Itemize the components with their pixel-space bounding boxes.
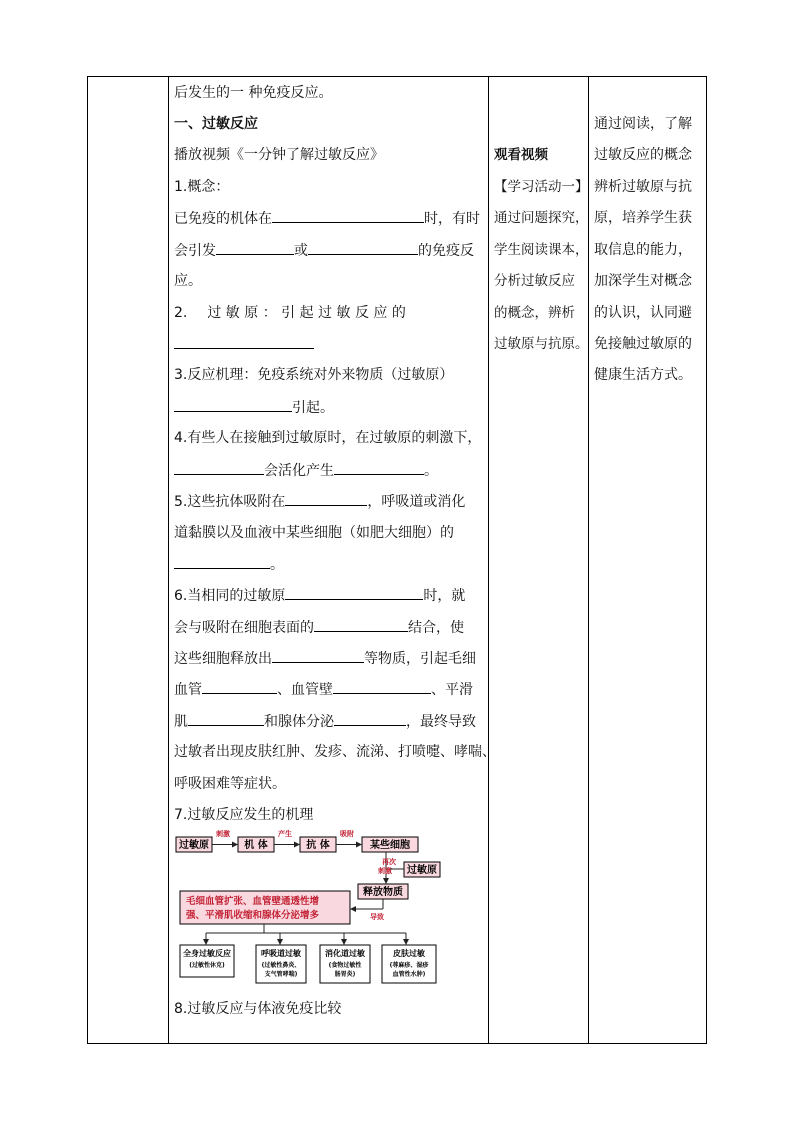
intent-line: 取信息的能力， <box>594 242 692 258</box>
body-label: 机 体 <box>244 840 268 851</box>
again-stimulate-label: 刺激 <box>378 867 392 875</box>
intent-line: 的认识，认同避 <box>594 305 692 321</box>
fill-blank-line: 已免疫的机体在 时，有时 <box>174 208 480 229</box>
section-heading: 一、过敏反应 <box>174 116 258 132</box>
digestive-allergy-label: 消化道过敏 <box>325 949 365 958</box>
content-line: 7.过敏反应发生的机理 <box>174 807 314 823</box>
fill-blank-line: 会引发 或 的免疫反 <box>174 240 474 261</box>
content-line: 道黏膜以及血液中某些细胞（如肥大细胞）的 <box>174 525 454 541</box>
fill-blank-line <box>174 334 314 355</box>
fill-blank-line: 肌 和腺体分泌 ，最终导致 <box>174 711 476 732</box>
antibody-label: 抗 体 <box>306 840 330 851</box>
blank[interactable] <box>174 554 270 569</box>
content-line: 过敏者出现皮肤红肿、发疹、流涕、打喷嚏、哮喘、 <box>174 744 496 760</box>
blank[interactable] <box>174 460 264 475</box>
blank[interactable] <box>174 334 314 349</box>
content-line: 4.有些人在接触到过敏原时，在过敏原的刺激下， <box>174 430 482 446</box>
blank[interactable] <box>272 208 424 223</box>
digestive-allergy-sub: 肠胃炎) <box>334 971 356 978</box>
activity-line: 过敏原与抗原。 <box>494 336 589 352</box>
fill-blank-line: 6.当相同的过敏原 时，就 <box>174 585 465 606</box>
blank[interactable] <box>285 491 367 506</box>
blank[interactable] <box>334 711 406 726</box>
blank[interactable] <box>174 397 292 412</box>
skin-allergy-label: 皮肤过敏 <box>393 949 425 958</box>
fill-blank-line: 会与吸附在细胞表面的 结合，使 <box>174 617 464 638</box>
respiratory-allergy-label: 呼吸道过敏 <box>261 949 301 958</box>
allergen-label: 过敏原 <box>179 840 209 851</box>
content-line: 应。 <box>174 273 202 289</box>
blank[interactable] <box>272 648 364 663</box>
blank[interactable] <box>314 617 408 632</box>
activity-line: 的概念，辨析 <box>494 305 575 321</box>
stimulate-label: 刺激 <box>216 830 230 838</box>
content-line: 1.概念： <box>174 179 230 195</box>
again-label: 再次 <box>382 858 396 866</box>
fill-blank-line: 引起。 <box>174 397 334 418</box>
content-line: 2. 过 敏 原 ： 引 起 过 敏 反 应 的 <box>174 305 406 321</box>
intent-line: 辨析过敏原与抗 <box>594 179 692 195</box>
blank[interactable] <box>188 711 264 726</box>
fill-blank-line: 血管 、血管壁 、平滑 <box>174 679 473 700</box>
allergen-again-label: 过敏原 <box>407 865 437 876</box>
content-line: 呼吸困难等症状。 <box>174 776 286 792</box>
activity-line: 学生阅读课本， <box>494 242 589 258</box>
allergy-mechanism-diagram <box>174 829 444 989</box>
intent-line: 原，培养学生获 <box>594 210 692 226</box>
fill-blank-line: 。 <box>174 554 284 575</box>
content-line: 8.过敏反应与体液免疫比较 <box>174 1001 342 1017</box>
intent-line: 健康生活方式。 <box>594 367 692 383</box>
lesson-table <box>87 76 707 1044</box>
content-line: 后发生的一 种免疫反应。 <box>174 85 333 101</box>
blank[interactable] <box>216 240 294 255</box>
blank[interactable] <box>202 679 277 694</box>
skin-allergy-sub: (荨麻疹、湿疹 <box>389 962 429 969</box>
fill-blank-line: 5.这些抗体吸附在 ，呼吸道或消化 <box>174 491 465 512</box>
effect-line-2: 强、平滑肌收缩和腺体分泌增多 <box>186 910 320 921</box>
skin-allergy-sub: 血管性水肿) <box>392 971 426 978</box>
blank[interactable] <box>333 679 431 694</box>
activity-line: 【学习活动一】 <box>494 179 589 195</box>
blank[interactable] <box>285 585 423 600</box>
produce-label: 产生 <box>278 830 292 838</box>
adsorb-label: 吸附 <box>340 830 354 838</box>
column-divider <box>488 77 489 1043</box>
intent-line: 过敏反应的概念 <box>594 147 692 163</box>
fill-blank-line: 会活化产生 。 <box>174 460 438 481</box>
activity-title: 观看视频 <box>494 147 548 163</box>
activity-line: 通过问题探究， <box>494 210 589 226</box>
cells-label: 某些细胞 <box>370 840 410 851</box>
intent-line: 免接触过敏原的 <box>594 336 692 352</box>
respiratory-allergy-sub: 支气管哮喘) <box>264 971 298 978</box>
column-divider <box>168 77 169 1043</box>
content-line: 播放视频《一分钟了解过敏反应》 <box>174 147 384 163</box>
digestive-allergy-sub: (食物过敏性 <box>328 962 362 969</box>
blank[interactable] <box>334 460 424 475</box>
activity-line: 分析过敏反应 <box>494 273 575 289</box>
fill-blank-line: 这些细胞释放出 等物质，引起毛细 <box>174 648 476 669</box>
release-label: 释放物质 <box>363 887 403 898</box>
systemic-allergy-label: 全身过敏反应 <box>183 949 231 958</box>
effect-line-1: 毛细血管扩张、血管壁通透性增 <box>186 896 320 907</box>
intent-line: 通过阅读，了解 <box>594 116 692 132</box>
content-line: 3.反应机理：免疫系统对外来物质（过敏原） <box>174 367 454 383</box>
intent-line: 加深学生对概念 <box>594 273 692 289</box>
respiratory-allergy-sub: (过敏性鼻炎、 <box>261 962 301 969</box>
systemic-allergy-sub: (过敏性休克) <box>189 962 225 969</box>
cause-label: 导致 <box>370 913 384 921</box>
blank[interactable] <box>308 240 418 255</box>
